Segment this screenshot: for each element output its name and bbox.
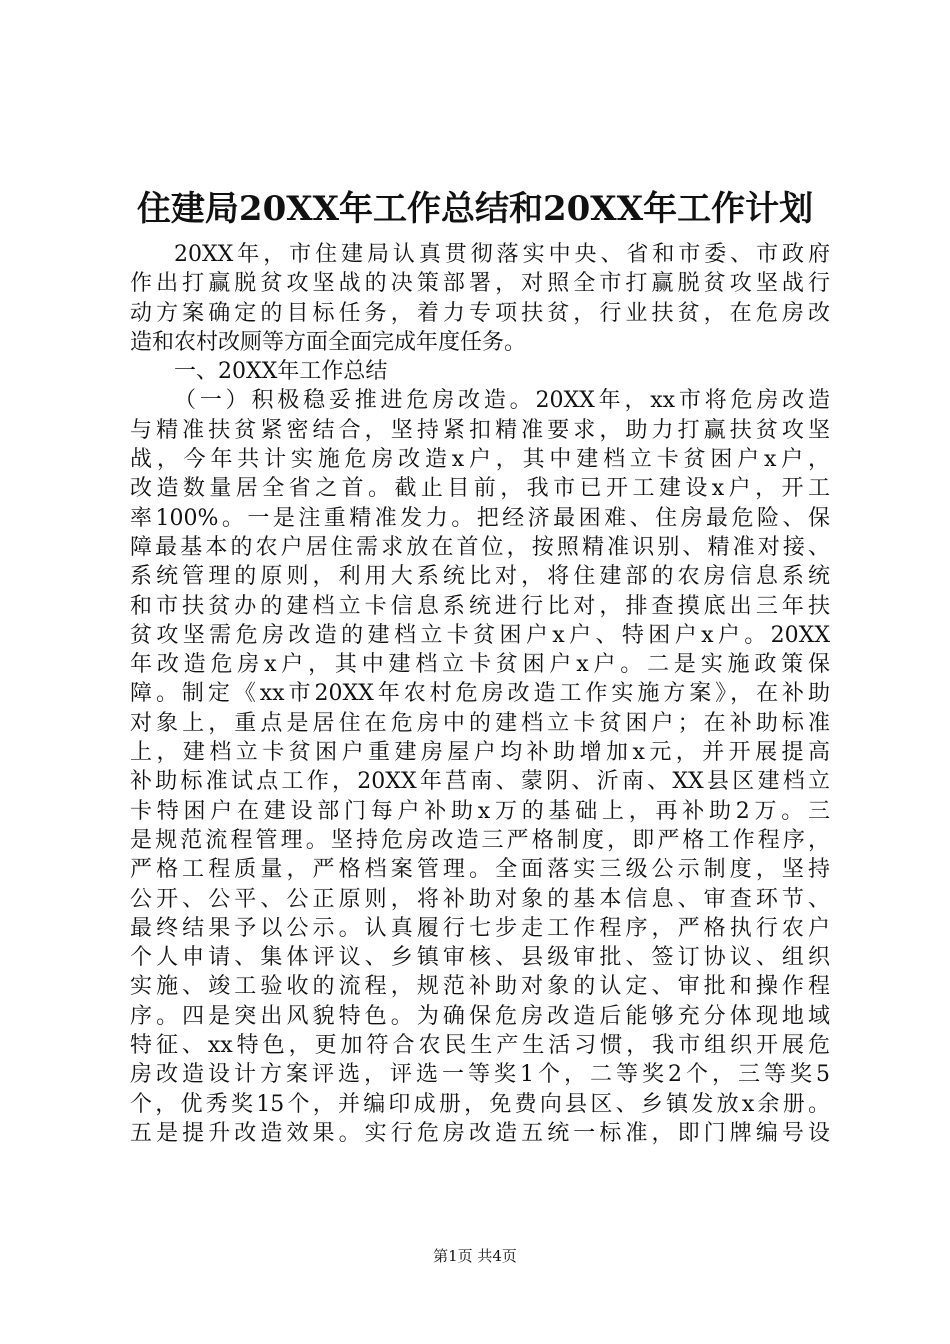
- text-line: 率100%。一是注重精准发力。把经济最困难、住房最危险、保: [130, 505, 830, 531]
- text-line: 战，今年共计实施危房改造x户，其中建档立卡贫困户x户，: [130, 447, 830, 473]
- text-line: 改造数量居全省之首。截止目前，我市已开工建设x户，开工: [130, 476, 830, 502]
- text-line: 个，优秀奖15个，并编印成册，免费向县区、乡镇发放x余册。: [130, 1091, 830, 1117]
- text-line: 五是提升改造效果。实行危房改造五统一标准，即门牌编号设: [130, 1120, 830, 1146]
- text-line: 最终结果予以公示。认真履行七步走工作程序，严格执行农户: [130, 915, 830, 941]
- text-line: 作出打赢脱贫攻坚战的决策部署，对照全市打赢脱贫攻坚战行: [130, 271, 830, 297]
- text-line: 对象上，重点是居住在危房中的建档立卡贫困户；在补助标准: [130, 710, 830, 736]
- text-line: 年改造危房x户，其中建档立卡贫困户x户。二是实施政策保: [130, 652, 830, 678]
- text-line: 实施、竣工验收的流程，规范补助对象的认定、审批和操作程: [130, 974, 830, 1000]
- text-line: 房改造设计方案评选，评选一等奖1个，二等奖2个，三等奖5: [130, 1062, 830, 1088]
- text-line: 一、20XX年工作总结: [174, 359, 388, 385]
- text-line: 上，建档立卡贫困户重建房屋户均补助增加x元，并开展提高: [130, 740, 830, 766]
- text-line: 20XX年，市住建局认真贯彻落实中央、省和市委、市政府: [174, 242, 830, 267]
- text-line: 造和农村改厕等方面全面完成年度任务。: [130, 329, 527, 355]
- text-line: 特征、xx特色，更加符合农民生产生活习惯，我市组织开展危: [130, 1033, 830, 1059]
- text-line: 与精准扶贫紧密结合，坚持紧扣精准要求，助力打赢扶贫攻坚: [130, 417, 830, 443]
- text-line: 严格工程质量，严格档案管理。全面落实三级公示制度，坚持: [130, 857, 830, 883]
- text-line: 系统管理的原则，利用大系统比对，将住建部的农房信息系统: [130, 564, 830, 590]
- text-line: 个人申请、集体评议、乡镇审核、县级审批、签订协议、组织: [130, 945, 830, 971]
- text-line: 公开、公平、公正原则，将补助对象的基本信息、审查环节、: [130, 886, 830, 912]
- document-body: [130, 240, 830, 1148]
- text-line: （一）积极稳妥推进危房改造。20XX年，xx市将危房改造: [174, 388, 830, 414]
- text-line: 障。制定《xx市20XX年农村危房改造工作实施方案》，在补助: [130, 681, 830, 707]
- document-title: 住建局20XX年工作总结和20XX年工作计划: [136, 189, 814, 229]
- text-line: 是规范流程管理。坚持危房改造三严格制度，即严格工作程序，: [130, 827, 830, 853]
- text-line: 障最基本的农户居住需求放在首位，按照精准识别、精准对接、: [130, 534, 830, 560]
- text-line: 动方案确定的目标任务，着力专项扶贫，行业扶贫，在危房改: [130, 300, 830, 326]
- text-line: 序。四是突出风貌特色。为确保危房改造后能够充分体现地域: [130, 1003, 830, 1029]
- page-footer: 第1页 共4页: [433, 1247, 517, 1265]
- text-line: 和市扶贫办的建档立卡信息系统进行比对，排查摸底出三年扶: [130, 593, 830, 619]
- text-line: 补助标准试点工作，20XX年莒南、蒙阴、沂南、XX县区建档立: [130, 769, 830, 795]
- text-line: 贫攻坚需危房改造的建档立卡贫困户x户、特困户x户。20XX: [130, 622, 830, 648]
- text-line: 卡特困户在建设部门每户补助x万的基础上，再补助2万。三: [130, 798, 830, 824]
